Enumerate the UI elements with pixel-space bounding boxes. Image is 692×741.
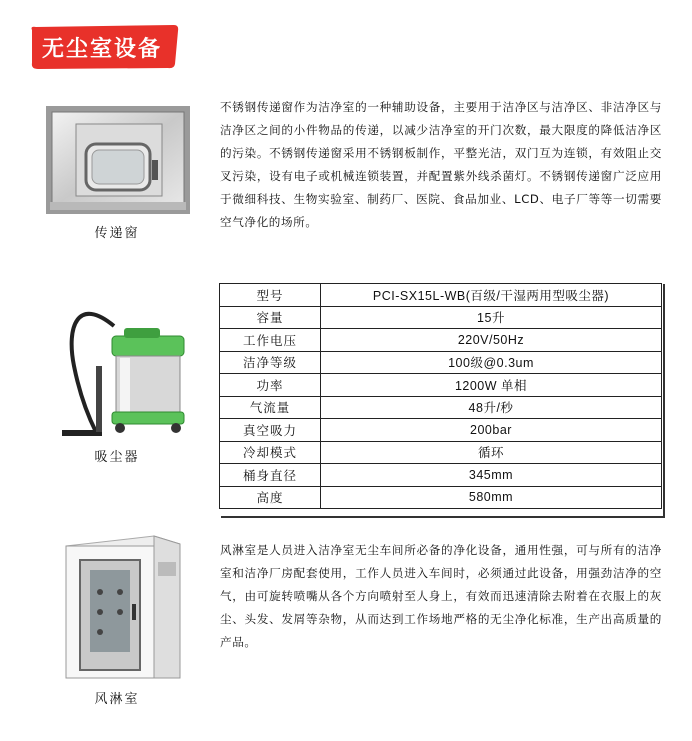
table-row bbox=[220, 351, 662, 374]
spec-key: 功率 bbox=[220, 374, 321, 397]
vacuum-spec-table bbox=[219, 283, 662, 509]
spec-key: 工作电压 bbox=[220, 329, 321, 352]
table-row bbox=[220, 284, 662, 307]
air-shower-image bbox=[62, 532, 182, 680]
spec-key: 洁净等级 bbox=[220, 351, 321, 374]
vacuum-caption: 吸尘器 bbox=[94, 450, 140, 465]
spec-value: 循环 bbox=[321, 441, 662, 464]
table-row bbox=[220, 374, 662, 397]
pass-box-image bbox=[46, 106, 190, 214]
spec-key: 高度 bbox=[220, 486, 321, 509]
table-row bbox=[220, 306, 662, 329]
spec-key: 型号 bbox=[220, 284, 321, 307]
spec-key: 容量 bbox=[220, 306, 321, 329]
spec-value: 1200W 单相 bbox=[321, 374, 662, 397]
spec-value: 580mm bbox=[321, 486, 662, 509]
spec-value: 200bar bbox=[321, 419, 662, 442]
table-shadow-right bbox=[663, 284, 665, 516]
spec-key: 冷却模式 bbox=[220, 441, 321, 464]
spec-value: 100级@0.3um bbox=[321, 351, 662, 374]
vacuum-cleaner-image bbox=[58, 286, 190, 438]
spec-value: 48升/秒 bbox=[321, 396, 662, 419]
table-row bbox=[220, 486, 662, 509]
air-shower-description: 风淋室是人员进入洁净室无尘车间所必备的净化设备，通用性强，可与所有的洁净室和洁净厂房配套使用，工作人员进入车间时，必须通过此设备，用强劲洁净的空气，由可旋转喷嘴从各个方向喷射至人身上，有效而迅速清除去附着在衣服上的灰尘、头发、发屑等杂物，从而达到工作场地严格的无尘净化标准，生产出高质量的产品。 bbox=[220, 543, 662, 649]
spec-key: 真空吸力 bbox=[220, 419, 321, 442]
spec-value: 345mm bbox=[321, 464, 662, 487]
table-row bbox=[220, 329, 662, 352]
spec-value: 220V/50Hz bbox=[321, 329, 662, 352]
table-row bbox=[220, 441, 662, 464]
pass-box-description: 不锈钢传递窗作为洁净室的一种辅助设备，主要用于洁净区与洁净区、非洁净区与洁净区之间的小件物品的传递，以减少洁净室的开门次数，最大限度的降低洁净区的污染。不锈钢传递窗采用不锈钢板制作，平整光洁，双门互为连锁，有效阻止交叉污染，设有电子或机械连锁装置，并配置紫外线杀菌灯。不锈钢传递窗广泛应用于微细科技、生物实验室、制药厂、医院、食品加业、LCD、电子厂等等一切需要空气净化的场所。 bbox=[220, 100, 662, 229]
table-shadow-bottom bbox=[221, 516, 665, 518]
table-row bbox=[220, 396, 662, 419]
table-row bbox=[220, 464, 662, 487]
pass-box-caption: 传递窗 bbox=[94, 226, 140, 241]
spec-value: PCI-SX15L-WB(百级/干湿两用型吸尘器) bbox=[321, 284, 662, 307]
air-shower-caption: 风淋室 bbox=[94, 692, 140, 707]
page-title: 无尘室设备 bbox=[42, 36, 163, 62]
table-row bbox=[220, 419, 662, 442]
spec-key: 气流量 bbox=[220, 396, 321, 419]
spec-value: 15升 bbox=[321, 306, 662, 329]
spec-key: 桶身直径 bbox=[220, 464, 321, 487]
